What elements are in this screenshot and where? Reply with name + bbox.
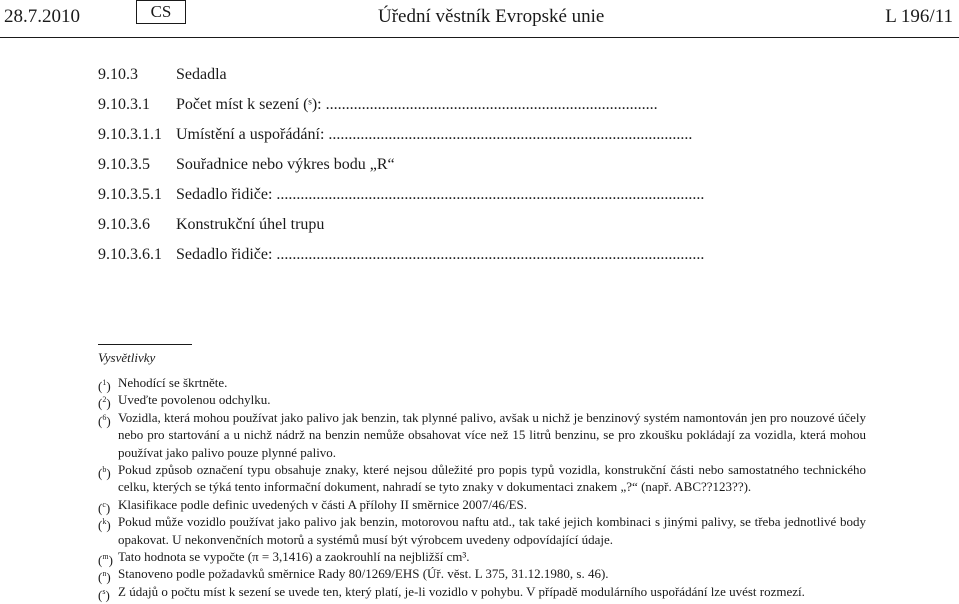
item-text: Počet míst k sezení (ˢ): ................................................................................... [176, 96, 658, 113]
footnote-mark: ($^c$) [98, 499, 111, 516]
item-number: 9.10.3.6 [98, 216, 150, 233]
footnote-mark: ($^s$) [98, 586, 110, 603]
footnote-mark: ($^m$) [98, 552, 113, 568]
footnote-mark: ($^k$) [98, 517, 111, 533]
footnote-text: Klasifikace podle definic uvedených v části A přílohy II směrnice 2007/46/ES. [118, 496, 528, 512]
footnote [98, 409, 866, 461]
footnote-text: Z údajů o počtu míst k sezení se uvede ten, který platí, je-li vozidlo v pohybu. V případě modulárního uspořádání lze uvést rozmezí. [118, 583, 805, 599]
item-number: 9.10.3.6.1 [98, 246, 162, 263]
item-text: Konstrukční úhel trupu [176, 216, 325, 233]
language-badge: CS [136, 0, 186, 24]
item-text: Sedadlo řidiče: ........................................................................................................... [176, 246, 705, 263]
header-date: 28.7.2010 [4, 6, 80, 27]
footnote-mark: ($^b$) [98, 465, 111, 481]
footnote-text: Stanoveno podle požadavků směrnice Rady 80/1269/EHS (Úř. věst. L 375, 31.12.1980, s. 46). [118, 566, 609, 582]
footnote-separator [98, 344, 192, 345]
footnote-text: Vozidla, která mohou používat jako palivo jak benzin, tak plynné palivo, avšak u nichž je benzinový systém namontován jen pro nouzové účely nebo pro startování a u nichž nádrž na benzin nemůže obsahovat více než 15 litrů benzinu, se pro zkoušku pokládají za vozidla, která mohou používat jako palivo pouze plynné palivo. [118, 409, 866, 460]
page-number: L 196/11 [885, 6, 953, 27]
footnote-mark: ($^1$) [98, 378, 111, 394]
footnotes-title: Vysvětlivky [98, 350, 156, 365]
item-number: 9.10.3.5.1 [98, 186, 162, 203]
footnote [98, 583, 866, 603]
footnote [98, 565, 866, 585]
item-text: Sedadla [176, 66, 227, 83]
footnote-mark: ($^n$) [98, 569, 111, 585]
footnote-list [98, 374, 866, 603]
footnote-mark: ($^2$) [98, 395, 111, 411]
item-text: Sedadlo řidiče: ........................................................................................................... [176, 186, 705, 203]
footnote [98, 496, 866, 516]
footnote-text: Tato hodnota se vypočte (π = 3,1416) a zaokrouhlí na nejbližší cm³. [118, 549, 470, 565]
journal-title: Úřední věstník Evropské unie [378, 6, 605, 27]
footnote-mark: ($^6$) [98, 412, 111, 429]
footnote [98, 374, 866, 394]
footnote-text: Pokud způsob označení typu obsahuje znaky, které nejsou důležité pro popis typů vozidla, konstrukční části nebo samostatného technického celku, kterých se týká tento informační dokument, nahradí se tyto znaky v dokumentaci znakem „?“ (např. ABC??123??). [118, 462, 866, 495]
footnote [98, 461, 866, 496]
footnote [98, 513, 866, 548]
item-number: 9.10.3.5 [98, 156, 150, 173]
footnote [98, 391, 866, 411]
item-number: 9.10.3.1 [98, 96, 150, 113]
footnote-text: Pokud může vozidlo používat jako palivo jak benzin, motorovou naftu atd., tak také jejich kombinaci s jinými palivy, se třeba jednotlivé body opakovat. U nekonvenčních motorů a systémů musí být výrobcem uvedeny odpovídající údaje. [118, 514, 866, 547]
item-number: 9.10.3 [98, 66, 138, 83]
page-header [0, 0, 959, 38]
footnote-text: Uveďte povolenou odchylku. [118, 392, 271, 408]
footnote-text: Nehodící se škrtněte. [118, 375, 228, 390]
header-rule [0, 37, 959, 38]
footnote [98, 548, 866, 568]
item-number: 9.10.3.1.1 [98, 126, 162, 143]
item-text: Umístění a uspořádání: ........................................................................................... [176, 126, 693, 143]
item-text: Souřadnice nebo výkres bodu „R“ [176, 156, 395, 173]
